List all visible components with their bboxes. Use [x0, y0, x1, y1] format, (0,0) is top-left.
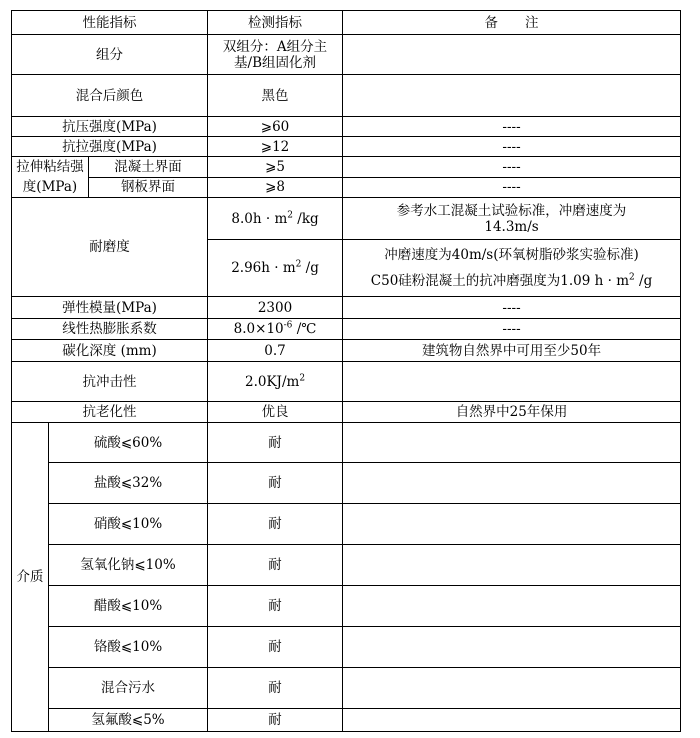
value-exponent: -6 [283, 320, 293, 331]
table-row [12, 297, 681, 319]
value-unit: /℃ [292, 321, 317, 337]
row-label: 拉伸粘结强度(MPa) [12, 157, 89, 198]
row-sublabel: 混凝土界面 [89, 157, 208, 178]
row-label: 混合后颜色 [12, 75, 208, 117]
row-label: 组分 [12, 35, 208, 75]
row-note [343, 463, 681, 504]
row-label: 盐酸⩽32% [49, 463, 208, 504]
row-sublabel: 钢板界面 [89, 177, 208, 198]
row-note [343, 75, 681, 117]
row-label: 弹性模量(MPa) [12, 297, 208, 319]
row-note: 自然界中25年保用 [343, 402, 681, 423]
row-note [343, 586, 681, 627]
row-label: 抗冲击性 [12, 362, 208, 402]
row-value: 耐 [208, 423, 343, 463]
row-value: 优良 [208, 402, 343, 423]
row-note: ---- [343, 177, 681, 198]
table-row [12, 362, 681, 402]
row-value: ⩾5 [208, 157, 343, 178]
row-value: 耐 [208, 463, 343, 504]
row-label: 氢氧化钠⩽10% [49, 545, 208, 586]
value-exponent: 2 [299, 373, 306, 383]
row-label: 抗老化性 [12, 402, 208, 423]
row-value: 耐 [208, 627, 343, 668]
note-line: 冲磨速度为40m/s(环氧树脂砂浆实验标准) [384, 247, 639, 263]
table-row [12, 668, 681, 709]
media-label: 介质 [12, 423, 49, 732]
value-unit: /g [301, 260, 319, 276]
row-label: 抗压强度(MPa) [12, 117, 208, 137]
row-value: 耐 [208, 668, 343, 709]
row-label: 线性热膨胀系数 [12, 319, 208, 340]
row-value [208, 319, 343, 340]
row-label: 硝酸⩽10% [49, 504, 208, 545]
row-value: 双组分：A组分主基/B组固化剂 [208, 35, 343, 75]
row-note [343, 504, 681, 545]
header-remarks: 备 注 [343, 11, 681, 35]
row-note: ---- [343, 157, 681, 178]
row-label: 硫酸⩽60% [49, 423, 208, 463]
row-note [343, 668, 681, 709]
row-value: 耐 [208, 545, 343, 586]
row-value [208, 362, 343, 402]
table-row [12, 463, 681, 504]
row-value [208, 240, 343, 297]
table-row [12, 319, 681, 340]
properties-table [11, 10, 681, 732]
row-note [343, 362, 681, 402]
row-note: ---- [343, 137, 681, 157]
row-value: 2300 [208, 297, 343, 319]
value-text: 2.0KJ/m [245, 373, 300, 390]
row-note: 建筑物自然界中可用至少50年 [343, 340, 681, 362]
row-note [343, 627, 681, 668]
value-text: 2.96h · m [231, 260, 296, 276]
table-row [12, 545, 681, 586]
row-note [343, 709, 681, 732]
note-unit: /g [634, 273, 653, 289]
table-row [12, 402, 681, 423]
table-row [12, 504, 681, 545]
table-row [12, 709, 681, 732]
header-row [12, 11, 681, 35]
row-value: 耐 [208, 586, 343, 627]
row-note [343, 35, 681, 75]
table-row [12, 423, 681, 463]
table-row [12, 75, 681, 117]
table-row [12, 627, 681, 668]
row-label: 铬酸⩽10% [49, 627, 208, 668]
row-note: ---- [343, 319, 681, 340]
table-row [12, 117, 681, 137]
row-label: 混合污水 [49, 668, 208, 709]
row-label: 氢氟酸⩽5% [49, 709, 208, 732]
table-row [12, 35, 681, 75]
value-exponent: 2 [287, 210, 293, 220]
table-row [12, 177, 681, 198]
note-exponent: 2 [629, 272, 635, 283]
row-value: ⩾60 [208, 117, 343, 137]
table-row [12, 586, 681, 627]
header-property: 性能指标 [12, 11, 208, 35]
row-value: 耐 [208, 709, 343, 732]
row-label: 抗拉强度(MPa) [12, 137, 208, 157]
table-row [12, 157, 681, 178]
note-text: C50硅粉混凝土的抗冲磨强度为1.09 h · m [370, 273, 630, 289]
value-exponent: 2 [295, 259, 302, 270]
row-label: 醋酸⩽10% [49, 586, 208, 627]
note-line [345, 268, 678, 294]
value-text: 8.0h · m [231, 210, 288, 227]
table-row [12, 198, 681, 240]
row-label: 耐磨度 [12, 198, 208, 297]
header-test-value: 检测指标 [208, 11, 343, 35]
table-row [12, 340, 681, 362]
row-value: ⩾12 [208, 137, 343, 157]
row-note [343, 240, 681, 297]
row-value: 0.7 [208, 340, 343, 362]
row-note: 参考水工混凝土试验标准，冲磨速度为14.3m/s [343, 198, 681, 240]
row-label: 碳化深度 (mm) [12, 340, 208, 362]
row-note [343, 545, 681, 586]
row-note [343, 423, 681, 463]
row-value: 黑色 [208, 75, 343, 117]
row-value: ⩾8 [208, 177, 343, 198]
row-value [208, 198, 343, 240]
value-text: 8.0×10 [233, 321, 284, 337]
row-value: 耐 [208, 504, 343, 545]
table-row [12, 137, 681, 157]
row-note: ---- [343, 297, 681, 319]
value-unit: /kg [292, 210, 319, 227]
row-note: ---- [343, 117, 681, 137]
